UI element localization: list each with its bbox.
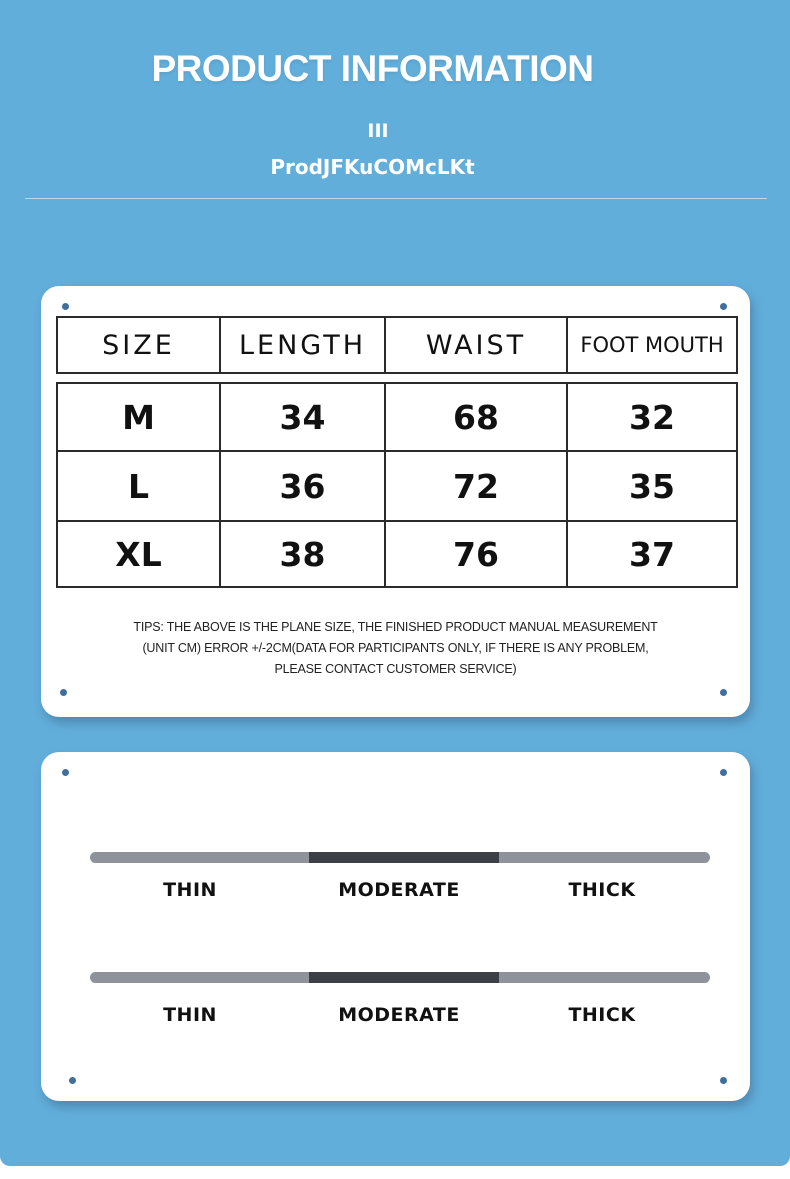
corner-dot — [60, 689, 67, 696]
page-title: PRODUCT INFORMATION — [151, 48, 594, 89]
length-cell: 36 — [221, 452, 386, 520]
corner-dot — [69, 1077, 76, 1084]
thickness-selected-segment — [309, 972, 499, 983]
header-divider — [25, 198, 767, 199]
size-table-body — [56, 382, 738, 588]
corner-dot — [720, 769, 727, 776]
corner-dot — [62, 303, 69, 310]
thickness-scale-bar — [90, 852, 710, 863]
thickness-scale-bar — [90, 972, 710, 983]
corner-dot — [720, 303, 727, 310]
column-header-foot-mouth: FOOT MOUTH — [580, 333, 724, 357]
waist-cell: 76 — [386, 522, 568, 586]
size-table-header — [56, 316, 738, 374]
waist-cell: 68 — [386, 384, 568, 450]
thickness-label-thin: THIN — [163, 1004, 217, 1026]
corner-dot — [62, 769, 69, 776]
size-cell: XL — [58, 522, 221, 586]
column-header-size: SIZE — [58, 318, 221, 372]
corner-dot — [720, 689, 727, 696]
size-tips — [41, 617, 750, 680]
corner-dot — [720, 1077, 727, 1084]
foot-mouth-cell: 35 — [629, 466, 675, 506]
length-cell: 34 — [221, 384, 386, 450]
table-row — [58, 452, 736, 522]
thickness-label-thin: THIN — [163, 879, 217, 901]
table-row — [58, 522, 736, 586]
waist-cell: 72 — [386, 452, 568, 520]
thickness-selected-segment — [309, 852, 499, 863]
column-header-waist: WAIST — [386, 318, 568, 372]
column-header-length: LENGTH — [221, 318, 386, 372]
size-cell: M — [58, 384, 221, 450]
product-code: ProdJFKuCOMcLKt — [270, 155, 475, 179]
tips-line: PLEASE CONTACT CUSTOMER SERVICE) — [274, 662, 517, 676]
thickness-label-thick: THICK — [568, 879, 636, 901]
table-row — [58, 384, 736, 452]
foot-mouth-cell: 37 — [629, 534, 675, 574]
size-chart-card — [41, 286, 750, 717]
thickness-label-thick: THICK — [568, 1004, 636, 1026]
thickness-label-moderate: MODERATE — [338, 1004, 460, 1026]
foot-mouth-cell: 32 — [629, 397, 675, 437]
tips-line: TIPS: THE ABOVE IS THE PLANE SIZE, THE FINISHED PRODUCT MANUAL MEASUREMENT — [133, 620, 658, 634]
header-mark: III — [367, 120, 389, 142]
tips-line: (UNIT CM) ERROR +/-2CM(DATA FOR PARTICIPANTS ONLY, IF THERE IS ANY PROBLEM, — [142, 641, 649, 655]
thickness-card — [41, 752, 750, 1101]
size-cell: L — [58, 452, 221, 520]
length-cell: 38 — [221, 522, 386, 586]
thickness-label-moderate: MODERATE — [338, 879, 460, 901]
